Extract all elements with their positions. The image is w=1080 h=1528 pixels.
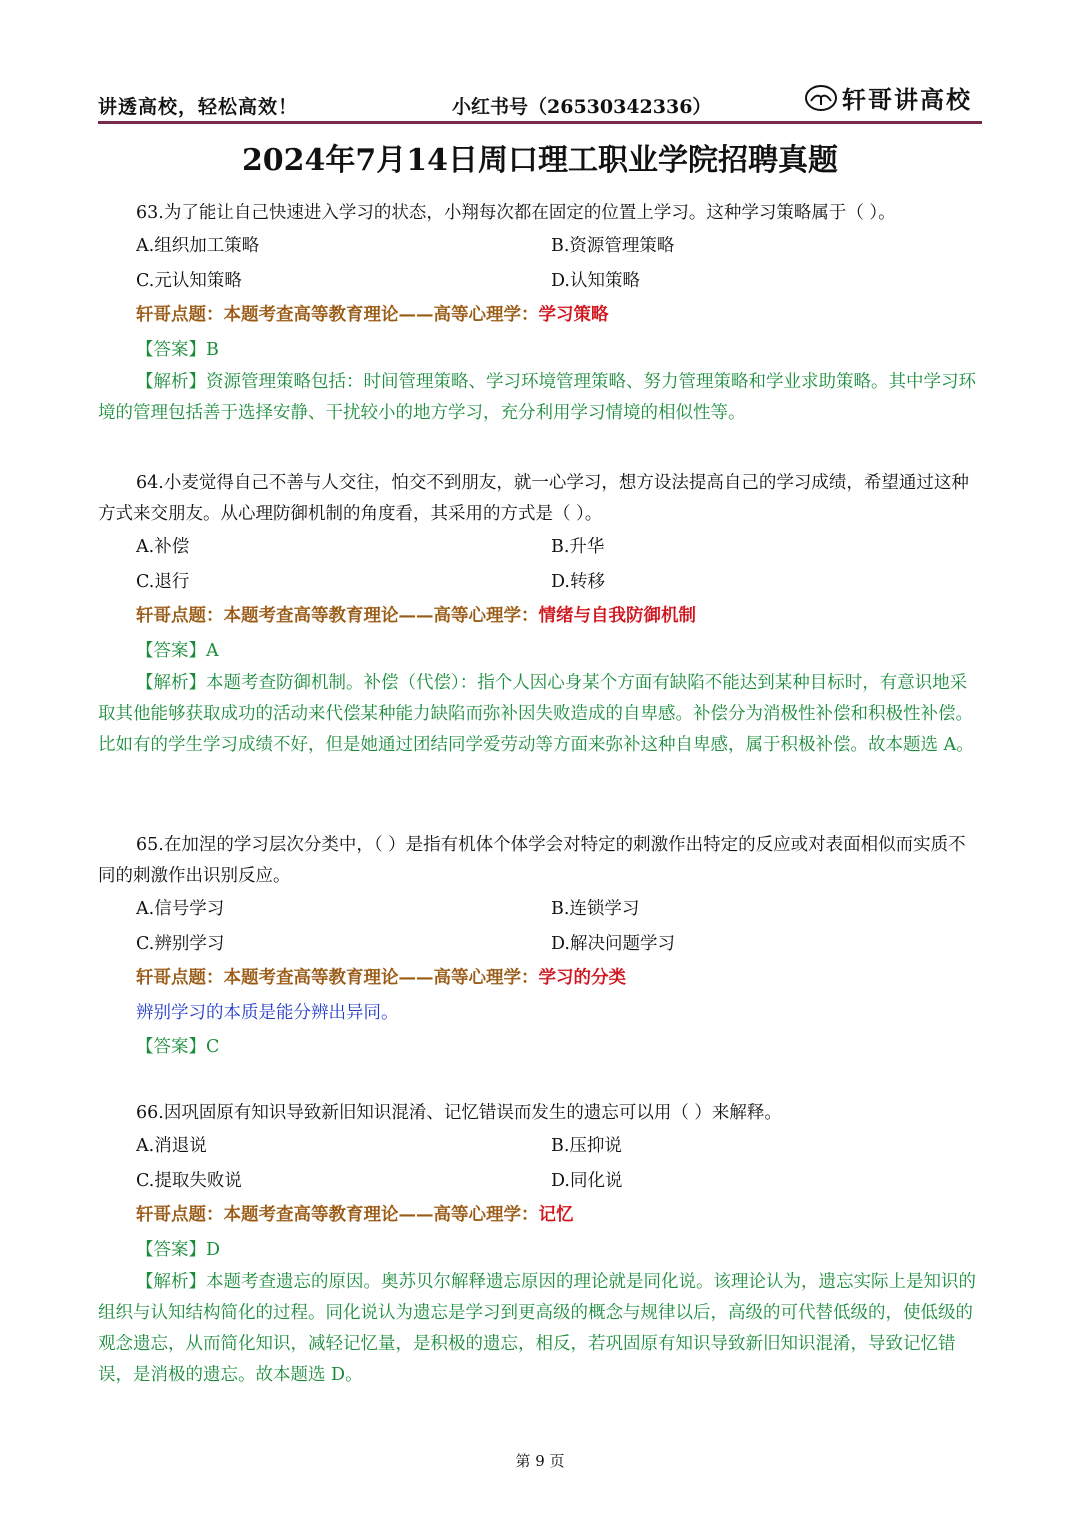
option-a: A.信号学习 [136,899,225,919]
tip-topic: 学习策略 [538,305,609,325]
answer: 【答案】D [136,1239,221,1260]
header-divider [98,121,982,124]
option-c: C.辨别学习 [136,933,225,954]
header-rednote-id: 小红书号（26530342336） [452,96,712,118]
option-d: D.同化说 [551,1170,623,1191]
answer: 【答案】C [136,1037,220,1057]
page-number: 第 9 页 [515,1452,565,1470]
options [98,1129,982,1198]
tip-topic: 学习的分类 [538,968,626,988]
options [98,229,982,298]
page-header [98,78,982,122]
analysis: 【解析】资源管理策略包括：时间管理策略、学习环境管理策略、努力管理策略和学业求助策略。其中学习环境的管理包括善于选择安静、干扰较小的地方学习，充分利用学习情境的相似性等。 [98,372,976,423]
options [98,892,982,961]
tip-prefix: 轩哥点题：本题考查高等教育理论——高等心理学： [136,606,539,626]
tip-topic: 记忆 [538,1205,574,1225]
tip-prefix: 轩哥点题：本题考查高等教育理论——高等心理学： [136,305,539,325]
brand-name: 轩哥讲高校 [842,85,972,114]
option-c: C.元认知策略 [136,270,242,291]
tip-line [98,961,982,996]
header-logo [804,80,972,115]
options [98,530,982,599]
header-slogan: 讲透高校，轻松高效！ [98,96,299,118]
question-64 [98,468,982,761]
question-stem: 65.在加涅的学习层次分类中，（ ）是指有机体个体学会对特定的刺激作出特定的反应或对表面相似而实质不同的刺激作出识别反应。 [98,835,966,886]
tip-topic: 情绪与自我防御机制 [538,606,696,626]
option-b: B.资源管理策略 [551,236,675,256]
option-b: B.升华 [551,537,605,557]
option-a: A.补偿 [136,537,190,557]
analysis: 【解析】本题考查防御机制。补偿（代偿）：指个人因心身某个方面有缺陷不能达到某种目标时，有意识地采取其他能够获取成功的活动来代偿某种能力缺陷而弥补因失败造成的自卑感。补偿分为消极性补偿和积极性补偿。比如有的学生学习成绩不好，但是她通过团结同学爱劳动等方面来弥补这种自卑感，属于积极补偿。故本题选 A。 [98,673,974,755]
tip-line [98,298,982,333]
question-stem: 66.因巩固原有知识导致新旧知识混淆、记忆错误而发生的遗忘可以用（ ）来解释。 [136,1103,782,1123]
answer: 【答案】A [136,640,219,661]
note: 辨别学习的本质是能分辨出异同。 [136,1002,399,1023]
question-stem: 63.为了能让自己快速进入学习的状态，小翔每次都在固定的位置上学习。这种学习策略属于（ ）。 [136,203,896,223]
option-a: A.组织加工策略 [136,236,260,256]
option-a: A.消退说 [136,1136,207,1156]
question-65 [98,830,982,1065]
tip-prefix: 轩哥点题：本题考查高等教育理论——高等心理学： [136,1205,539,1225]
option-b: B.压抑说 [551,1136,622,1156]
tip-line [98,599,982,634]
question-66 [98,1098,982,1391]
book-icon [804,84,838,112]
page-title: 2024年7月14日周口理工职业学院招聘真题 [241,143,839,178]
option-d: D.认知策略 [551,270,640,291]
analysis: 【解析】本题考查遗忘的原因。奥苏贝尔解释遗忘原因的理论就是同化说。该理论认为，遗忘实际上是知识的组织与认知结构简化的过程。同化说认为遗忘是学习到更高级的概念与规律以后，高级的可代替低级的，使低级的观念遗忘，从而简化知识，减轻记忆量，是积极的遗忘，相反，若巩固原有知识导致新旧知识混淆，导致记忆错误，是消极的遗忘。故本题选 D。 [98,1272,976,1385]
answer: 【答案】B [136,339,219,360]
option-b: B.连锁学习 [551,899,640,919]
option-d: D.解决问题学习 [551,933,675,954]
option-c: C.退行 [136,571,190,592]
tip-line [98,1198,982,1233]
question-stem: 64.小麦觉得自己不善与人交往，怕交不到朋友，就一心学习，想方设法提高自己的学习成绩，希望通过这种方式来交朋友。从心理防御机制的角度看，其采用的方式是（ ）。 [98,473,969,524]
option-c: C.提取失败说 [136,1170,242,1191]
question-63 [98,198,982,429]
option-d: D.转移 [551,571,605,592]
tip-prefix: 轩哥点题：本题考查高等教育理论——高等心理学： [136,968,539,988]
